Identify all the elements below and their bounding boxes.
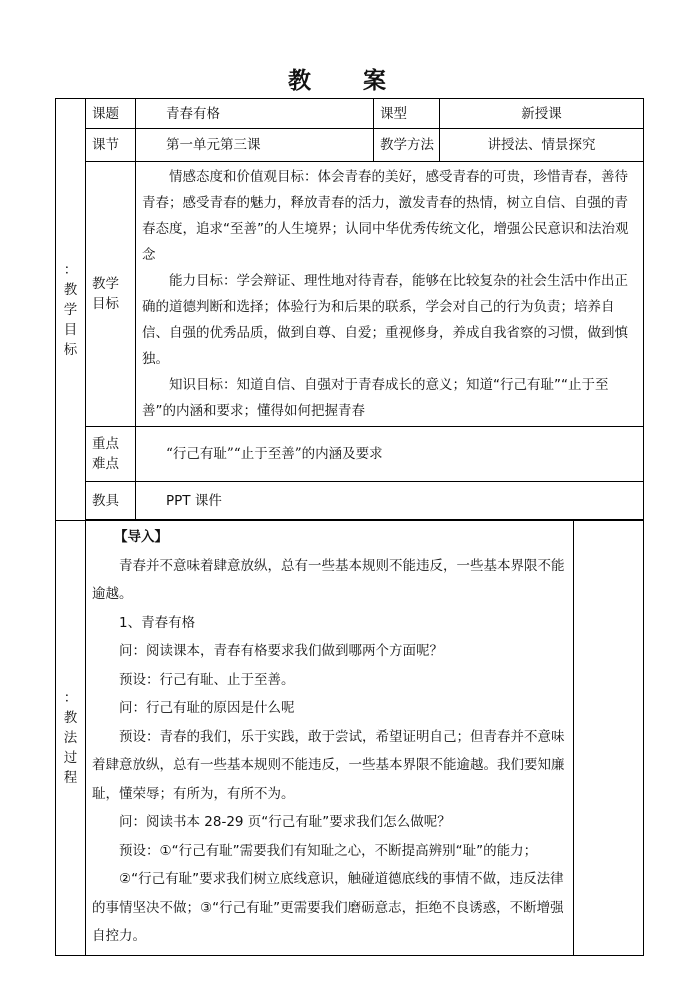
objectives-content — [136, 162, 644, 427]
section-label: 课节 — [86, 129, 136, 162]
process-paragraph: 1、青春有格 — [119, 614, 196, 631]
key-points-row — [56, 427, 644, 482]
process-label-char: 法 — [63, 729, 78, 746]
lesson-type-value: 新授课 — [440, 99, 644, 129]
objective-paragraph: 知识目标：知道自信、自强对于青春成长的意义；知道“行己有耻”“止于至善”的内涵和要求；懂得如何把握青春 — [142, 377, 609, 419]
lesson-type-label: 课型 — [374, 99, 440, 129]
topic-value: 青春有格 — [136, 99, 374, 129]
section-row — [56, 129, 644, 162]
objectives-label: 教学 目标 — [86, 162, 136, 427]
process-row — [56, 521, 644, 956]
process-paragraph: 预设：青春的我们，乐于实践，敢于尝试，希望证明自己；但青春并不意味着肆意放纵，总有一些基本规则不能违反，一些基本界限不能逾越。我们要知廉耻，懂荣辱；有所为，有所不为。 — [92, 728, 565, 802]
key-points-value: “行己有耻”“止于至善”的内涵及要求 — [136, 427, 644, 482]
process-label-char: 教 — [63, 709, 78, 726]
goals-label-char: 标 — [63, 341, 78, 358]
topic-label: 课题 — [86, 99, 136, 129]
lesson-plan-table — [55, 98, 644, 956]
goals-label-char: 学 — [63, 301, 78, 318]
goals-section-label — [56, 99, 86, 521]
method-label: 教学方法 — [374, 129, 440, 162]
process-paragraph: 问：阅读课本，青春有格要求我们做到哪两个方面呢？ — [119, 643, 443, 659]
objective-paragraph: 能力目标：学会辩证、理性地对待青春，能够在比较复杂的社会生活中作出正确的道德判断和选择；体验行为和后果的联系，学会对自己的行为负责；培养自信、自强的优秀品质，做到自尊、自爱；重视修身，养成自我省察的习惯，做到慎独。 — [142, 273, 628, 367]
tools-label: 教具 — [86, 482, 136, 520]
process-heading: 【导入】 — [114, 529, 168, 545]
goals-label-char: ： — [63, 261, 78, 278]
objective-paragraph: 情感态度和价值观目标：体会青春的美好，感受青春的可贵，珍惜青春，善待青春；感受青春的魅力，释放青春的活力，激发青春的热情，树立自信、自强的青春态度，追求“至善”的人生境界；认同中华优秀传统文化，增强公民意识和法治观念 — [142, 169, 629, 263]
process-paragraph: 预设：行己有耻、止于至善。 — [119, 671, 295, 688]
goals-label-char: 目 — [63, 321, 78, 338]
topic-row — [56, 99, 644, 129]
process-label-char: 过 — [63, 749, 78, 766]
process-paragraph: 问：行己有耻的原因是什么呢 — [119, 700, 295, 716]
process-content — [86, 521, 574, 956]
process-label-char: ： — [63, 689, 78, 706]
section-value: 第一单元第三课 — [136, 129, 374, 162]
document-title: 教 案 — [287, 68, 408, 94]
process-paragraph: 青春并不意味着肆意放纵，总有一些基本规则不能违反，一些基本界限不能逾越。 — [92, 557, 565, 602]
objectives-row — [56, 162, 644, 427]
process-label-char: 程 — [63, 769, 78, 786]
goals-label-char: 教 — [63, 281, 78, 298]
tools-value: PPT 课件 — [136, 482, 644, 520]
method-value: 讲授法、情景探究 — [440, 129, 644, 162]
process-section-label — [56, 521, 86, 956]
process-paragraph: 问：阅读书本 28-29 页“行己有耻”要求我们怎么做呢？ — [119, 814, 451, 830]
process-paragraph: ②“行己有耻”要求我们树立底线意识，触碰道德底线的事情不做，违反法律的事情坚决不做；③“行己有耻”更需要我们磨砺意志，拒绝不良诱惑，不断增强自控力。 — [92, 871, 564, 944]
process-paragraph: 预设：①“行己有耻”需要我们有知耻之心，不断提高辨别“耻”的能力； — [119, 842, 538, 859]
key-points-label: 重点 难点 — [86, 427, 136, 482]
process-notes-column — [574, 521, 644, 956]
tools-row — [56, 482, 644, 520]
